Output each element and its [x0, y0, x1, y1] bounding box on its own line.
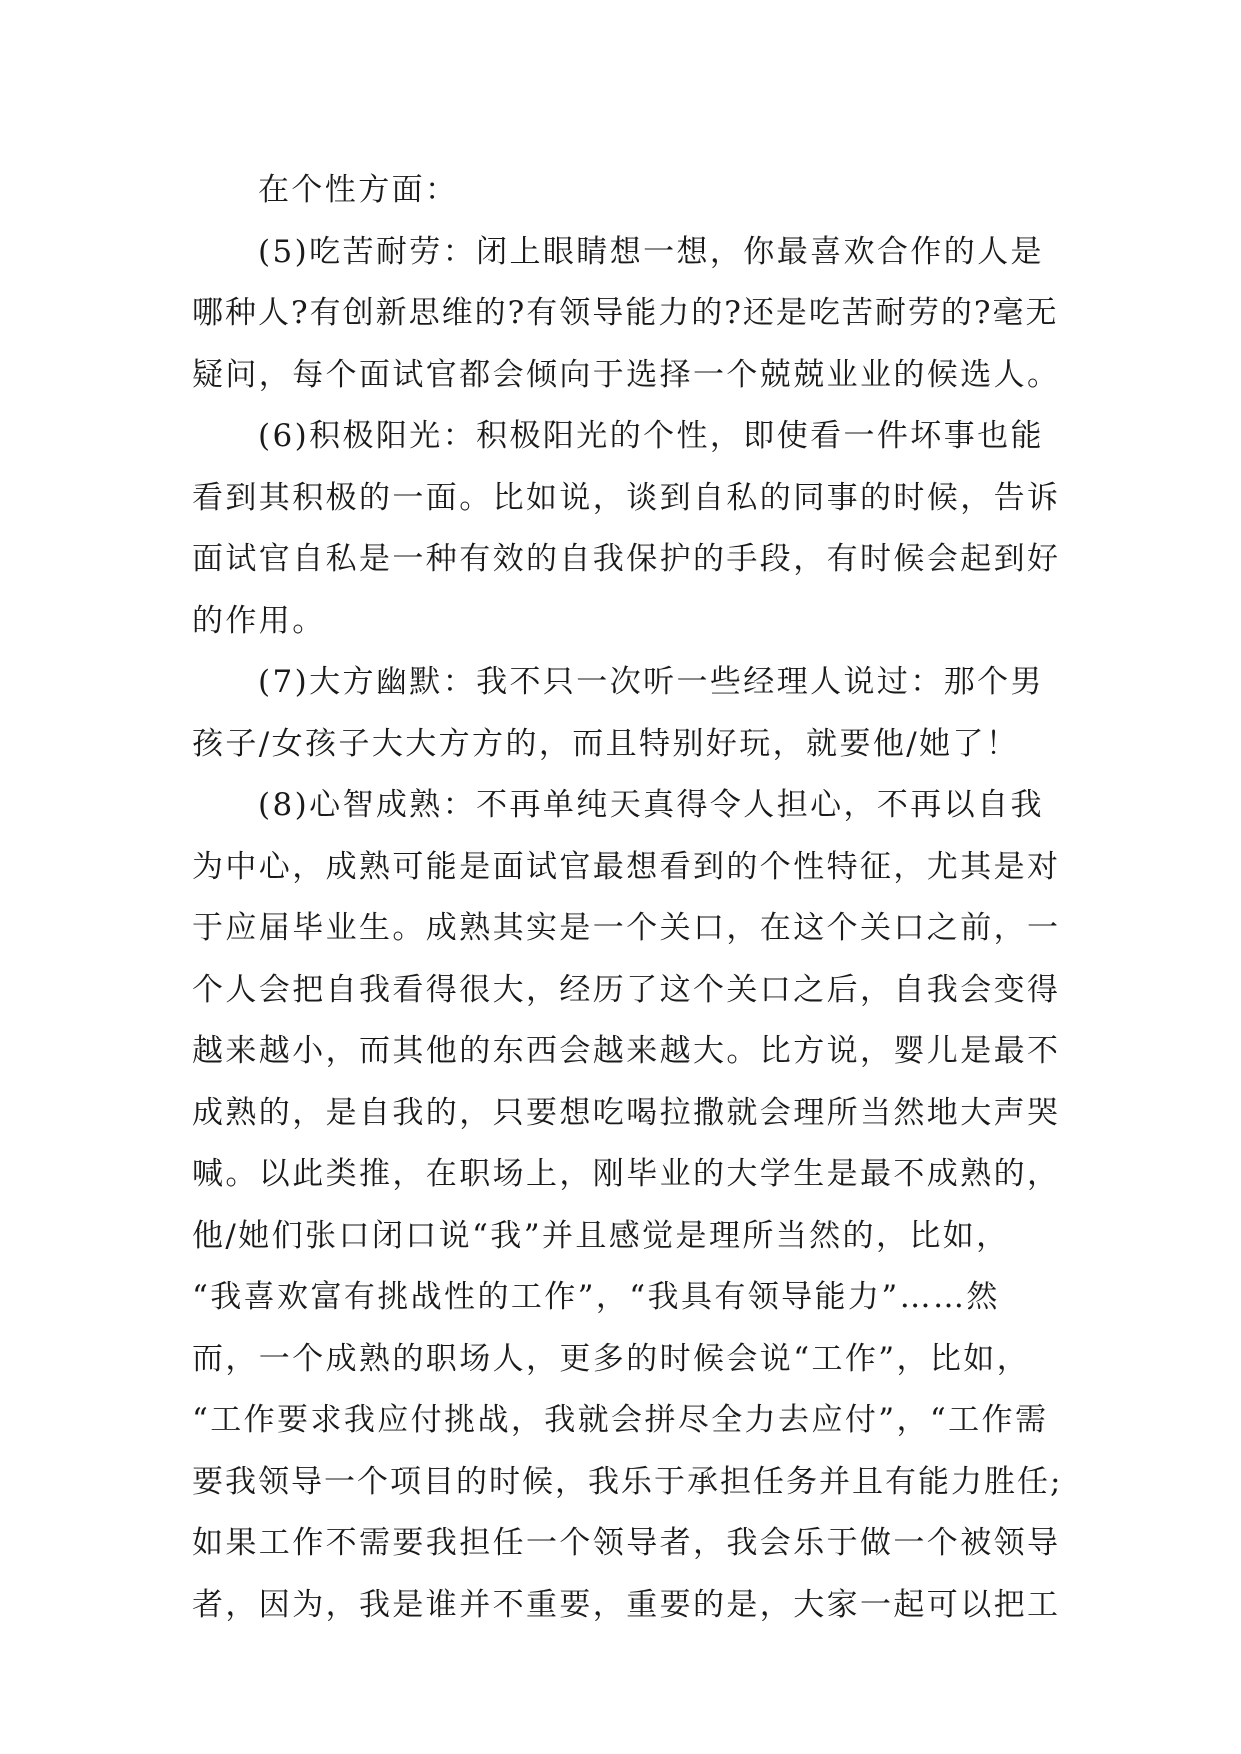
- text-line: 他/她们张口闭口说“我”并且感觉是理所当然的，比如，: [192, 1217, 1010, 1254]
- text-line: “我喜欢富有挑战性的工作”，“我具有领导能力”……然: [192, 1279, 1000, 1315]
- text-line: 面试官自私是一种有效的自我保护的手段，有时候会起到好: [192, 541, 1061, 577]
- text-line: 者，因为，我是谁并不重要，重要的是，大家一起可以把工: [192, 1586, 1061, 1623]
- text-line: 喊。以此类推，在职场上，刚毕业的大学生是最不成熟的，: [192, 1156, 1061, 1192]
- text-line: 哪种人?有创新思维的?有领导能力的?还是吃苦耐劳的?毫无: [192, 295, 1059, 331]
- text-line: 个人会把自我看得很大，经历了这个关口之后，自我会变得: [192, 971, 1061, 1008]
- text-line: 要我领导一个项目的时候，我乐于承担任务并且有能力胜任;: [192, 1463, 1063, 1500]
- text-line: 于应届毕业生。成熟其实是一个关口，在这个关口之前，一: [192, 910, 1061, 946]
- text-line: 疑问，每个面试官都会倾向于选择一个兢兢业业的候选人。: [192, 356, 1061, 393]
- text-line: 的作用。: [192, 602, 326, 639]
- text-line: 为中心，成熟可能是面试官最想看到的个性特征，尤其是对: [192, 848, 1061, 885]
- text-line: (8)心智成熟：不再单纯天真得令人担心，不再以自我: [258, 787, 1044, 823]
- text-line: (6)积极阳光：积极阳光的个性，即使看一件坏事也能: [258, 418, 1044, 454]
- text-line: 孩子/女孩子大大方方的，而且特别好玩，就要他/她了！: [192, 725, 1020, 762]
- text-line: “工作要求我应付挑战，我就会拼尽全力去应付”，“工作需: [192, 1402, 1049, 1438]
- text-line: 成熟的，是自我的，只要想吃喝拉撒就会理所当然地大声哭: [192, 1094, 1061, 1131]
- text-line: 越来越小，而其他的东西会越来越大。比方说，婴儿是最不: [192, 1033, 1061, 1069]
- text-line: 看到其积极的一面。比如说，谈到自私的同事的时候，告诉: [192, 479, 1061, 516]
- text-line: 而，一个成熟的职场人，更多的时候会说“工作”，比如，: [192, 1340, 1031, 1377]
- text-line: 在个性方面：: [258, 172, 459, 208]
- text-line: (7)大方幽默：我不只一次听一些经理人说过：那个男: [258, 664, 1044, 700]
- text-line: (5)吃苦耐劳：闭上眼睛想一想，你最喜欢合作的人是: [258, 233, 1044, 270]
- body-text: [192, 160, 1062, 1636]
- text-line: 如果工作不需要我担任一个领导者，我会乐于做一个被领导: [192, 1525, 1061, 1561]
